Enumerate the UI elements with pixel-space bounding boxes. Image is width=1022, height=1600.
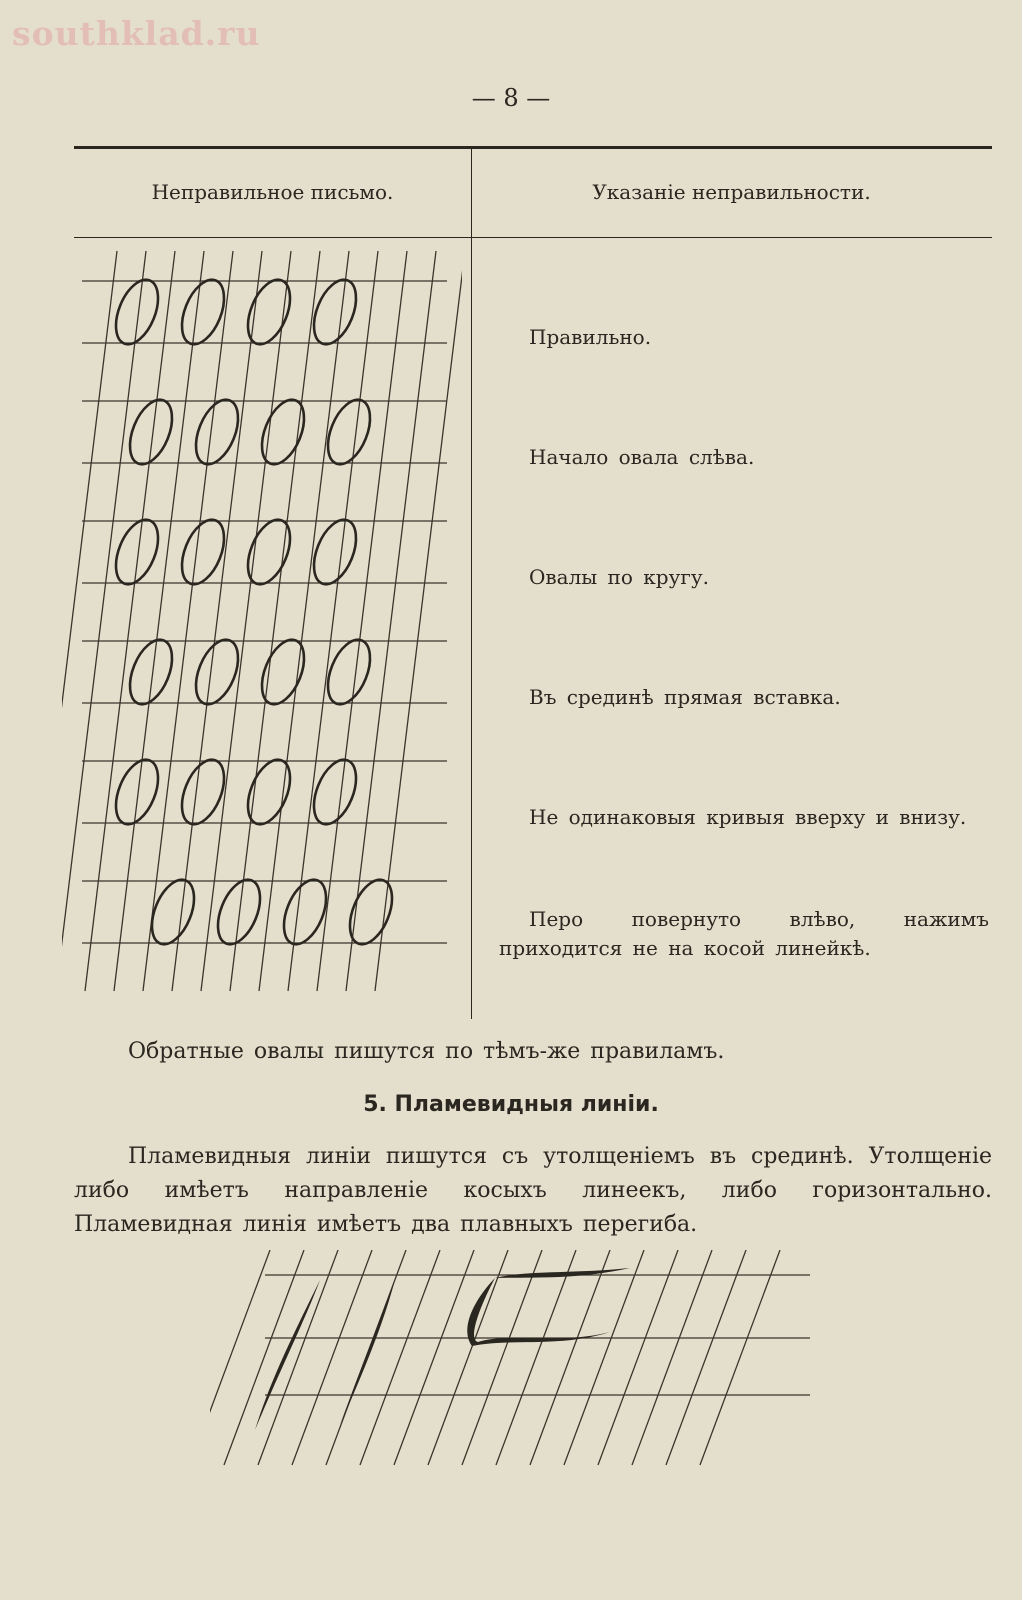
slant-line [258,1250,338,1465]
oval-stroke [306,754,365,831]
slant-line [317,251,407,991]
ruled-grid [62,251,462,991]
slant-line [346,251,436,991]
slant-line [210,1250,270,1465]
flame-stroke-slanted [340,1280,395,1425]
slant-line [143,251,233,991]
slant-line [530,1250,610,1465]
slant-line [375,251,462,991]
slant-line [85,251,175,991]
oval-stroke [108,514,167,591]
section-heading: 5. Пламевидныя линіи. [363,1092,659,1117]
slant-line [114,251,204,991]
flame-stroke-curve [467,1278,610,1346]
slant-line [598,1250,678,1465]
oval-stroke [108,754,167,831]
oval-rows [108,274,401,951]
oval-stroke [342,874,401,951]
oval-stroke [276,874,335,951]
watermark: southklad.ru [12,14,261,53]
slant-line [496,1250,576,1465]
table-row-note: Овалы по кругу. [529,565,709,589]
oval-stroke [174,514,233,591]
paragraph-flame-lines: Пламевидныя линіи пишутся съ утолщеніемъ въ срединѣ. Утолщеніе либо имѣетъ направленіе косыхъ линеекъ, либо горизонтально. Пламевидная линія имѣетъ два плавныхъ перегиба. [74,1144,992,1237]
ruled-grid [210,1250,810,1465]
oval-stroke [306,274,365,351]
table-row-note: Начало овала слѣва. [529,445,755,469]
table-top-rule [74,146,992,149]
flame-stroke-horizontal [495,1268,630,1278]
oval-stroke [320,394,379,471]
slant-line [259,251,349,991]
slant-line [394,1250,474,1465]
slant-line [700,1250,780,1465]
slant-line [288,251,378,991]
page-number: — 8 — [471,84,551,112]
oval-stroke [122,634,181,711]
oval-drill-panel [62,246,462,996]
flame-lines-illustration [210,1250,820,1480]
oval-stroke [240,514,299,591]
oval-stroke [174,274,233,351]
oval-stroke [108,274,167,351]
slant-line [632,1250,712,1465]
oval-stroke [188,394,247,471]
slant-line [462,1250,542,1465]
table-row-note: Не одинаковыя кривыя вверху и внизу. [529,805,967,829]
slant-line [224,1250,304,1465]
column-header-incorrect-writing: Неправильное письмо. [151,180,394,204]
oval-stroke [320,634,379,711]
oval-stroke [240,274,299,351]
slant-line [292,1250,372,1465]
table-row-note: Правильно. [529,325,652,349]
oval-stroke [254,394,313,471]
notes-column [471,237,992,1019]
oval-stroke [174,754,233,831]
oval-stroke [306,514,365,591]
oval-stroke [122,394,181,471]
oval-stroke [240,754,299,831]
slant-line [428,1250,508,1465]
oval-stroke [188,634,247,711]
slant-line [62,251,117,991]
slant-line [564,1250,644,1465]
comparison-table [74,146,992,1019]
column-header-indication: Указаніе неправильности. [592,180,871,204]
slant-line [666,1250,746,1465]
slant-line [360,1250,440,1465]
table-row-note: Въ срединѣ прямая вставка. [529,685,841,709]
table-row-note: Перо повернуто влѣво, нажимъ приходится не на косой линейкѣ. [499,907,989,960]
oval-stroke [254,634,313,711]
paragraph-reverse-ovals: Обратные овалы пишутся по тѣмъ-же правиламъ. [128,1039,725,1064]
